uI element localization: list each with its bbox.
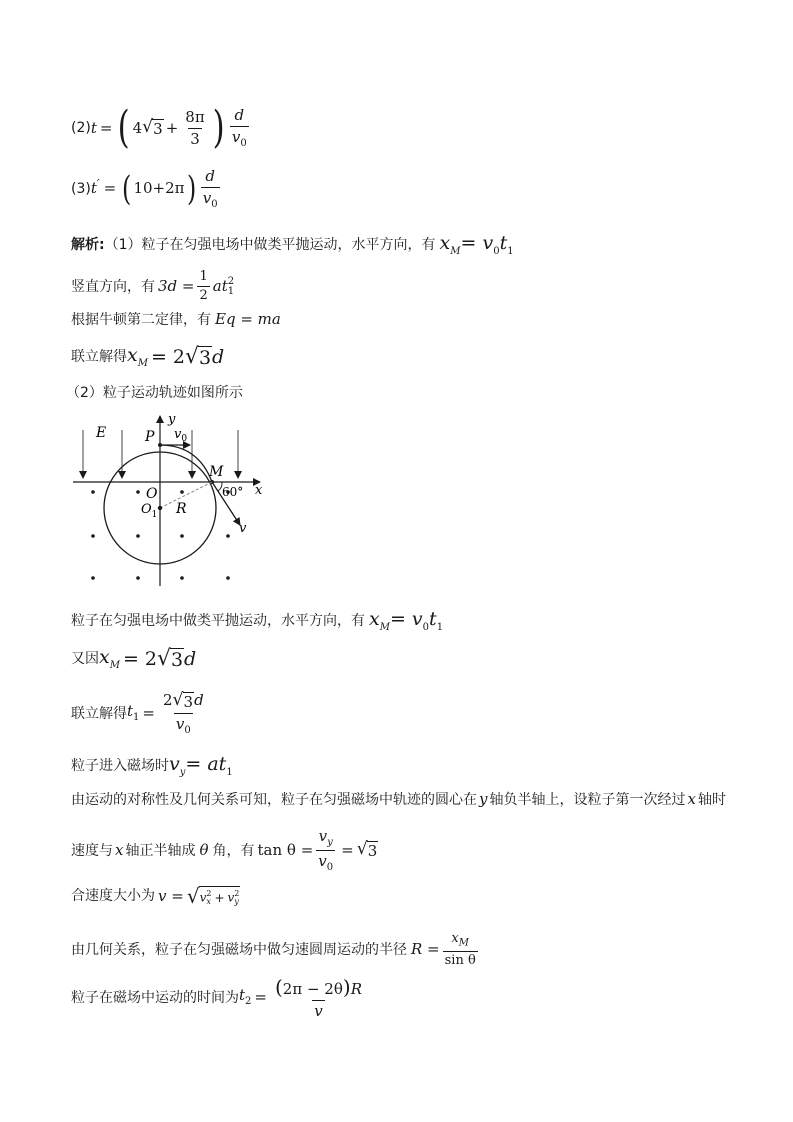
analysis-line-4: 联立解得 $x_M$ = 2 √ 3 d	[71, 344, 225, 369]
fraction-8pi-over-3: $\frac{8\pi}{3}$	[185, 108, 205, 148]
label-R: R	[176, 501, 187, 517]
analysis-label: 解析:	[71, 237, 105, 254]
analysis-line-2: 竖直方向，有 3d = $\frac{1}{2}$ at 2 1	[71, 269, 235, 304]
answer-3: (3) t ′ = ( 10+2π ) $\frac{d}{v_0}$	[71, 167, 218, 210]
analysis-line-7: 又因 $x_M$ = 2 √ 3 d	[71, 646, 197, 671]
center-O1	[158, 506, 162, 510]
label-y: y	[168, 412, 176, 427]
analysis-line-13: 由几何关系，粒子在匀强磁场中做匀速圆周运动的半径 R = $\frac{x_M}{\text{sin θ}}$	[71, 931, 476, 968]
trajectory-figure	[68, 410, 278, 590]
label-v0: $v_0$	[174, 427, 188, 444]
analysis-line-3: 根据牛顿第二定律，有 Eq = ma	[71, 310, 281, 328]
analysis-line-5: （2）粒子运动轨迹如图所示	[66, 385, 243, 401]
analysis-line-12: 合速度大小为 v = √ v 2 x + v 2 y	[71, 884, 240, 908]
answer-3-label: (3)	[71, 180, 91, 197]
answer-2-label: (2)	[71, 120, 91, 136]
sqrt-velocity: √ v 2 x + v 2 y	[186, 884, 240, 908]
label-P: P	[145, 429, 155, 445]
label-v: v	[239, 521, 247, 536]
fraction-t2: $\frac{(2\pi - 2\theta)R}{v}$	[274, 975, 362, 1021]
fraction-xM-over-sin: $\frac{x_M}{\text{sin θ}}$	[444, 931, 476, 968]
parabola-path	[160, 445, 212, 482]
analysis-line-6: 粒子在匀强电场中做类平抛运动，水平方向，有 $x_M= v_0t_1$	[71, 608, 444, 633]
analysis-line-14: 粒子在磁场中运动的时间为 $t_2$ = $\frac{(2\pi - 2\theta)R}{v}$	[71, 975, 362, 1021]
analysis-line-9: 粒子进入磁场时 $v_y= at_1$	[71, 753, 233, 778]
analysis-line-11: 速度与 x 轴正半轴成 θ 角，有 tan θ = $\frac{v_y}{v_0}$ = √ 3	[71, 827, 378, 873]
label-O: O	[146, 486, 158, 502]
label-60-degrees: 60°	[222, 485, 244, 499]
fraction-d-over-v0: $\frac{d}{v_0}$	[202, 167, 218, 210]
analysis-line-1: 解析: （1）粒子在匀强电场中做类平抛运动，水平方向，有 $x_M= v_0t_1$	[71, 232, 514, 257]
label-x: x	[255, 483, 263, 498]
analysis-line-8: 联立解得 $t_1$ = 2 √ 3 d $v_0$	[71, 690, 204, 736]
fraction-one-half: $\frac{1}{2}$	[199, 269, 208, 304]
label-E: E	[96, 425, 107, 441]
analysis-line-10: 由运动的对称性及几何关系可知，粒子在匀强磁场中轨迹的圆心在 y 轴负半轴上，设粒子第一次经过 x 轴时	[71, 790, 726, 808]
label-O1: $O_1$	[141, 502, 158, 520]
fraction-d-over-v0: $\frac{d}{v_0}$	[231, 106, 247, 149]
sqrt-3: √ 3	[142, 116, 163, 138]
fraction-t1: 2 √ 3 d $v_0$	[162, 690, 204, 736]
label-M: M	[209, 464, 224, 480]
answer-2: (2) t = ( 4 √ 3 + $\frac{8\pi}{3}$ ) $\frac{d}{v_0}$	[71, 102, 247, 153]
fraction-vy-over-v0: $\frac{v_y}{v_0}$	[318, 827, 334, 873]
